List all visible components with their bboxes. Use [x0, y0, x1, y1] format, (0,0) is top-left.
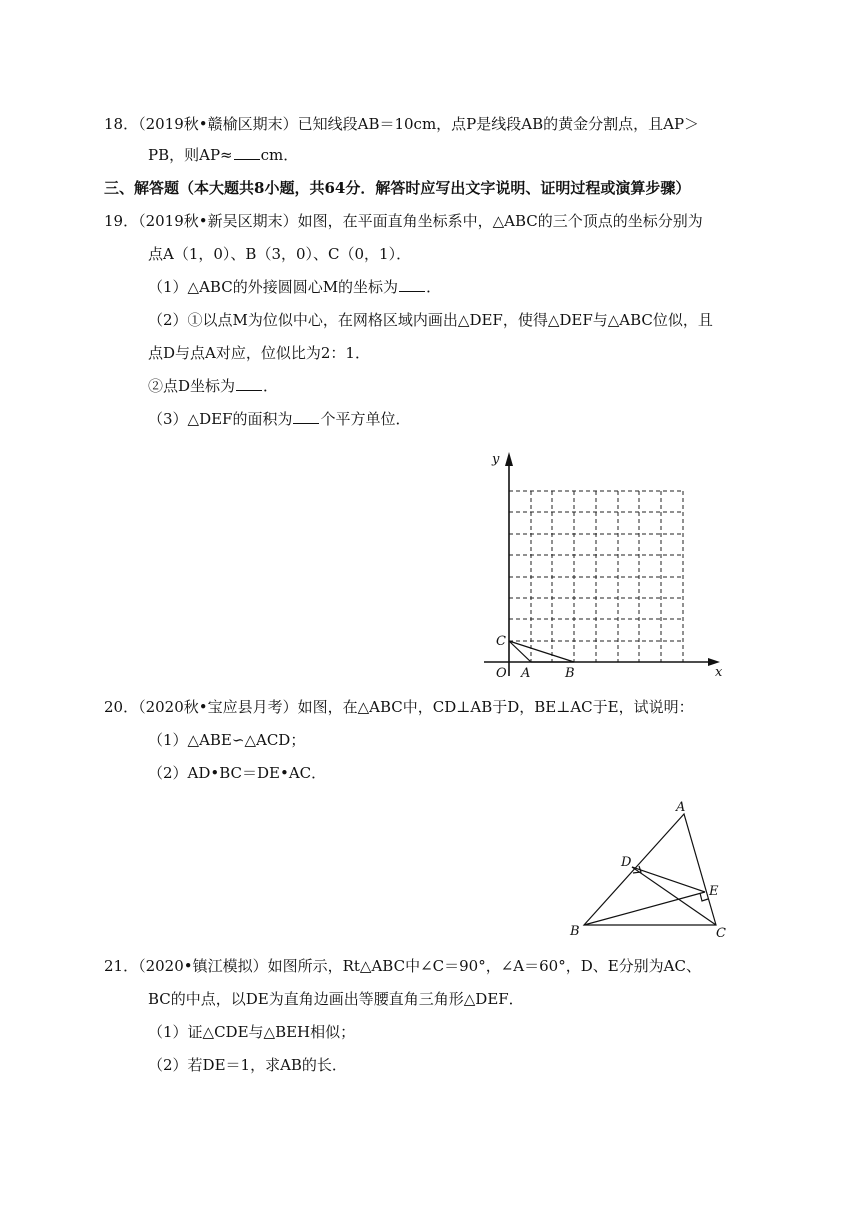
- vertex-b-label: B: [570, 924, 580, 939]
- vertex-c-label: C: [716, 926, 726, 941]
- q19-part1-text: （1）△ABC的外接圆圆心M的坐标为: [148, 278, 399, 296]
- q19-line1: 19．（2019秋•新吴区期末）如图，在平面直角坐标系中，△ABC的三个顶点的坐标分别为: [104, 212, 703, 230]
- q21-part2: （2）若DE＝1，求AB的长．: [148, 1056, 347, 1074]
- q18-line2-text: PB，则AP≈: [148, 146, 233, 164]
- q19-part2-line1: （2）①以点M为位似中心，在网格区域内画出△DEF，使得△DEF与△ABC位似，且: [148, 311, 713, 329]
- q19-line2: 点A（1，0）、B（3，0）、C（0，1）．: [148, 245, 412, 263]
- origin-label: O: [496, 666, 507, 681]
- q21-line2: BC的中点，以DE为直角边画出等腰直角三角形△DEF．: [148, 990, 524, 1008]
- q19-part1-end: ．: [426, 278, 442, 296]
- q21-line1: 21．（2020•镇江模拟）如图所示，Rt△ABC中∠C＝90°，∠A＝60°，D、E分别为AC、: [104, 957, 701, 975]
- q19-part3-text: （3）△DEF的面积为: [148, 410, 293, 428]
- q19-part2b-text: ②点D坐标为: [148, 377, 236, 395]
- vertex-a-label: A: [676, 800, 686, 815]
- point-b-label: B: [565, 666, 575, 681]
- segment-de: [632, 867, 705, 892]
- q19-part3-end: 个平方单位．: [320, 410, 411, 428]
- q21-part1: （1）证△CDE与△BEH相似；: [148, 1023, 356, 1041]
- point-a-label: A: [521, 666, 531, 681]
- segment-cd: [632, 867, 716, 925]
- section-title: 三、解答题（本大题共8小题，共64分．解答时应写出文字说明、证明过程或演算步骤）: [104, 179, 691, 197]
- q18-line1: 18．（2019秋•赣榆区期末）已知线段AB＝10cm，点P是线段AB的黄金分割点，且AP＞: [104, 115, 700, 133]
- triangle-abc: [584, 814, 716, 925]
- q18-line2-unit: cm．: [260, 146, 299, 164]
- q19-part2-line2: 点D与点A对应，位似比为2：1．: [148, 344, 370, 362]
- segment-be: [584, 892, 705, 925]
- q20-part2: （2）AD•BC＝DE•AC．: [148, 764, 327, 782]
- x-axis-label: x: [715, 665, 723, 680]
- vertex-e-label: E: [709, 884, 719, 899]
- y-axis-label: y: [492, 452, 500, 467]
- point-c-label: C: [496, 634, 506, 649]
- vertex-d-label: D: [621, 855, 632, 870]
- q19-part2b-end: ．: [263, 377, 279, 395]
- q20-part1: （1）△ABE∽△ACD；: [148, 731, 306, 749]
- q20-line1: 20．（2020秋•宝应县月考）如图，在△ABC中，CD⊥AB于D，BE⊥AC于E，试说明：: [104, 698, 694, 716]
